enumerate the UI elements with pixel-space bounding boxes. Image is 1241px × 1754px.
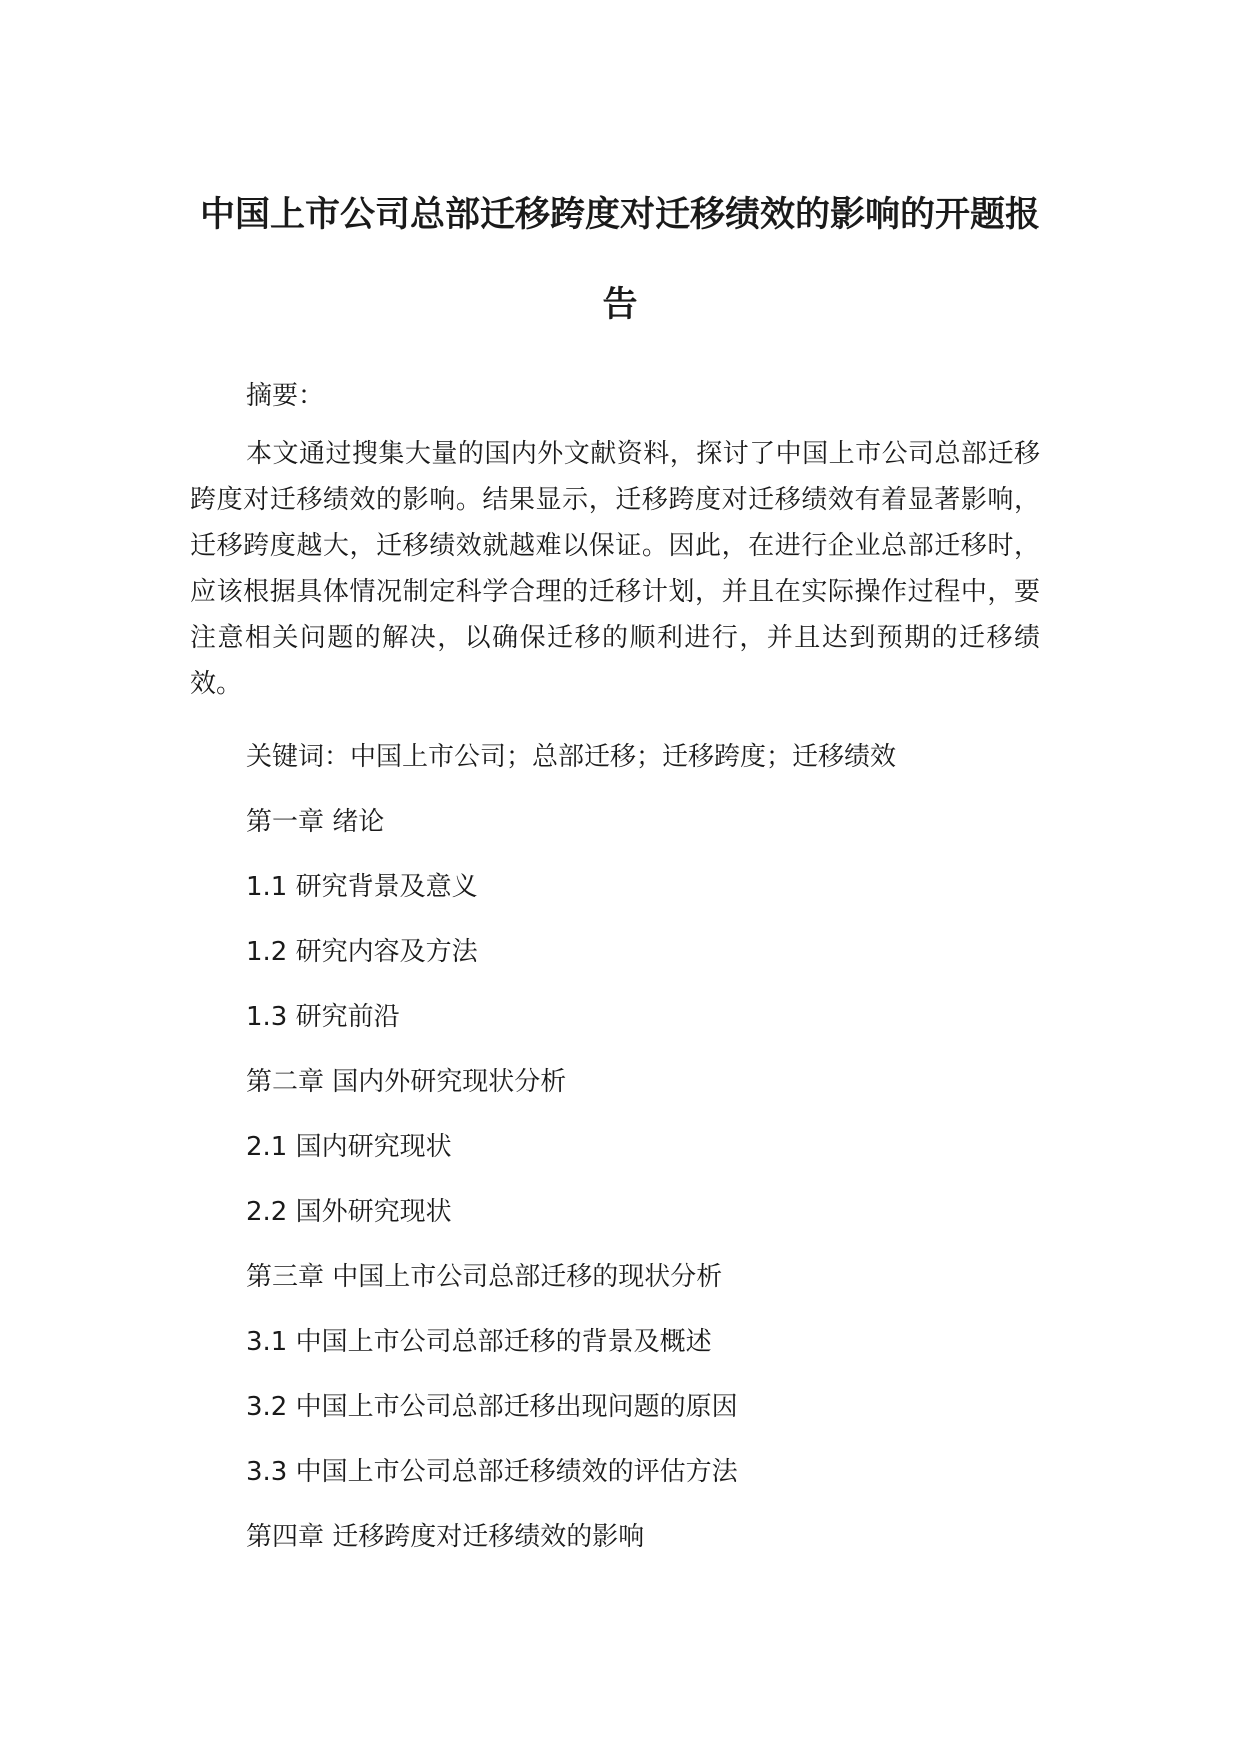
outline-chapter-3: 第三章 中国上市公司总部迁移的现状分析 xyxy=(246,1262,723,1292)
outline-section-3-3: 3.3 中国上市公司总部迁移绩效的评估方法 xyxy=(246,1457,738,1487)
outline-chapter-2: 第二章 国内外研究现状分析 xyxy=(246,1067,567,1097)
outline-section-3-1: 3.1 中国上市公司总部迁移的背景及概述 xyxy=(246,1327,712,1357)
abstract-label: 摘要： xyxy=(246,381,325,411)
outline-section-2-1: 2.1 国内研究现状 xyxy=(246,1132,452,1162)
document-title: 中国上市公司总部迁移跨度对迁移绩效的影响的开题报告 xyxy=(199,195,1040,325)
outline-section-1-2: 1.2 研究内容及方法 xyxy=(246,937,478,967)
abstract-text: 本文通过搜集大量的国内外文献资料，探讨了中国上市公司总部迁移跨度对迁移绩效的影响。结果显示，迁移跨度对迁移绩效有着显著影响，迁移跨度越大，迁移绩效就越难以保证。因此，在进行企业总部迁移时，应该根据具体情况制定科学合理的迁移计划，并且在实际操作过程中，要注意相关问题的解决，以确保迁移的顺利进行，并且达到预期的迁移绩效。 xyxy=(190,439,1040,699)
keywords-line: 关键词：中国上市公司；总部迁移；迁移跨度；迁移绩效 xyxy=(246,742,897,772)
document-body xyxy=(190,373,1040,1570)
outline-chapter-1: 第一章 绪论 xyxy=(246,807,385,837)
outline-section-2-2: 2.2 国外研究现状 xyxy=(246,1197,452,1227)
outline-section-1-1: 1.1 研究背景及意义 xyxy=(246,872,478,902)
outline-section-1-3: 1.3 研究前沿 xyxy=(246,1002,400,1032)
outline-section-3-2: 3.2 中国上市公司总部迁移出现问题的原因 xyxy=(246,1392,738,1422)
outline-chapter-4: 第四章 迁移跨度对迁移绩效的影响 xyxy=(246,1522,645,1552)
